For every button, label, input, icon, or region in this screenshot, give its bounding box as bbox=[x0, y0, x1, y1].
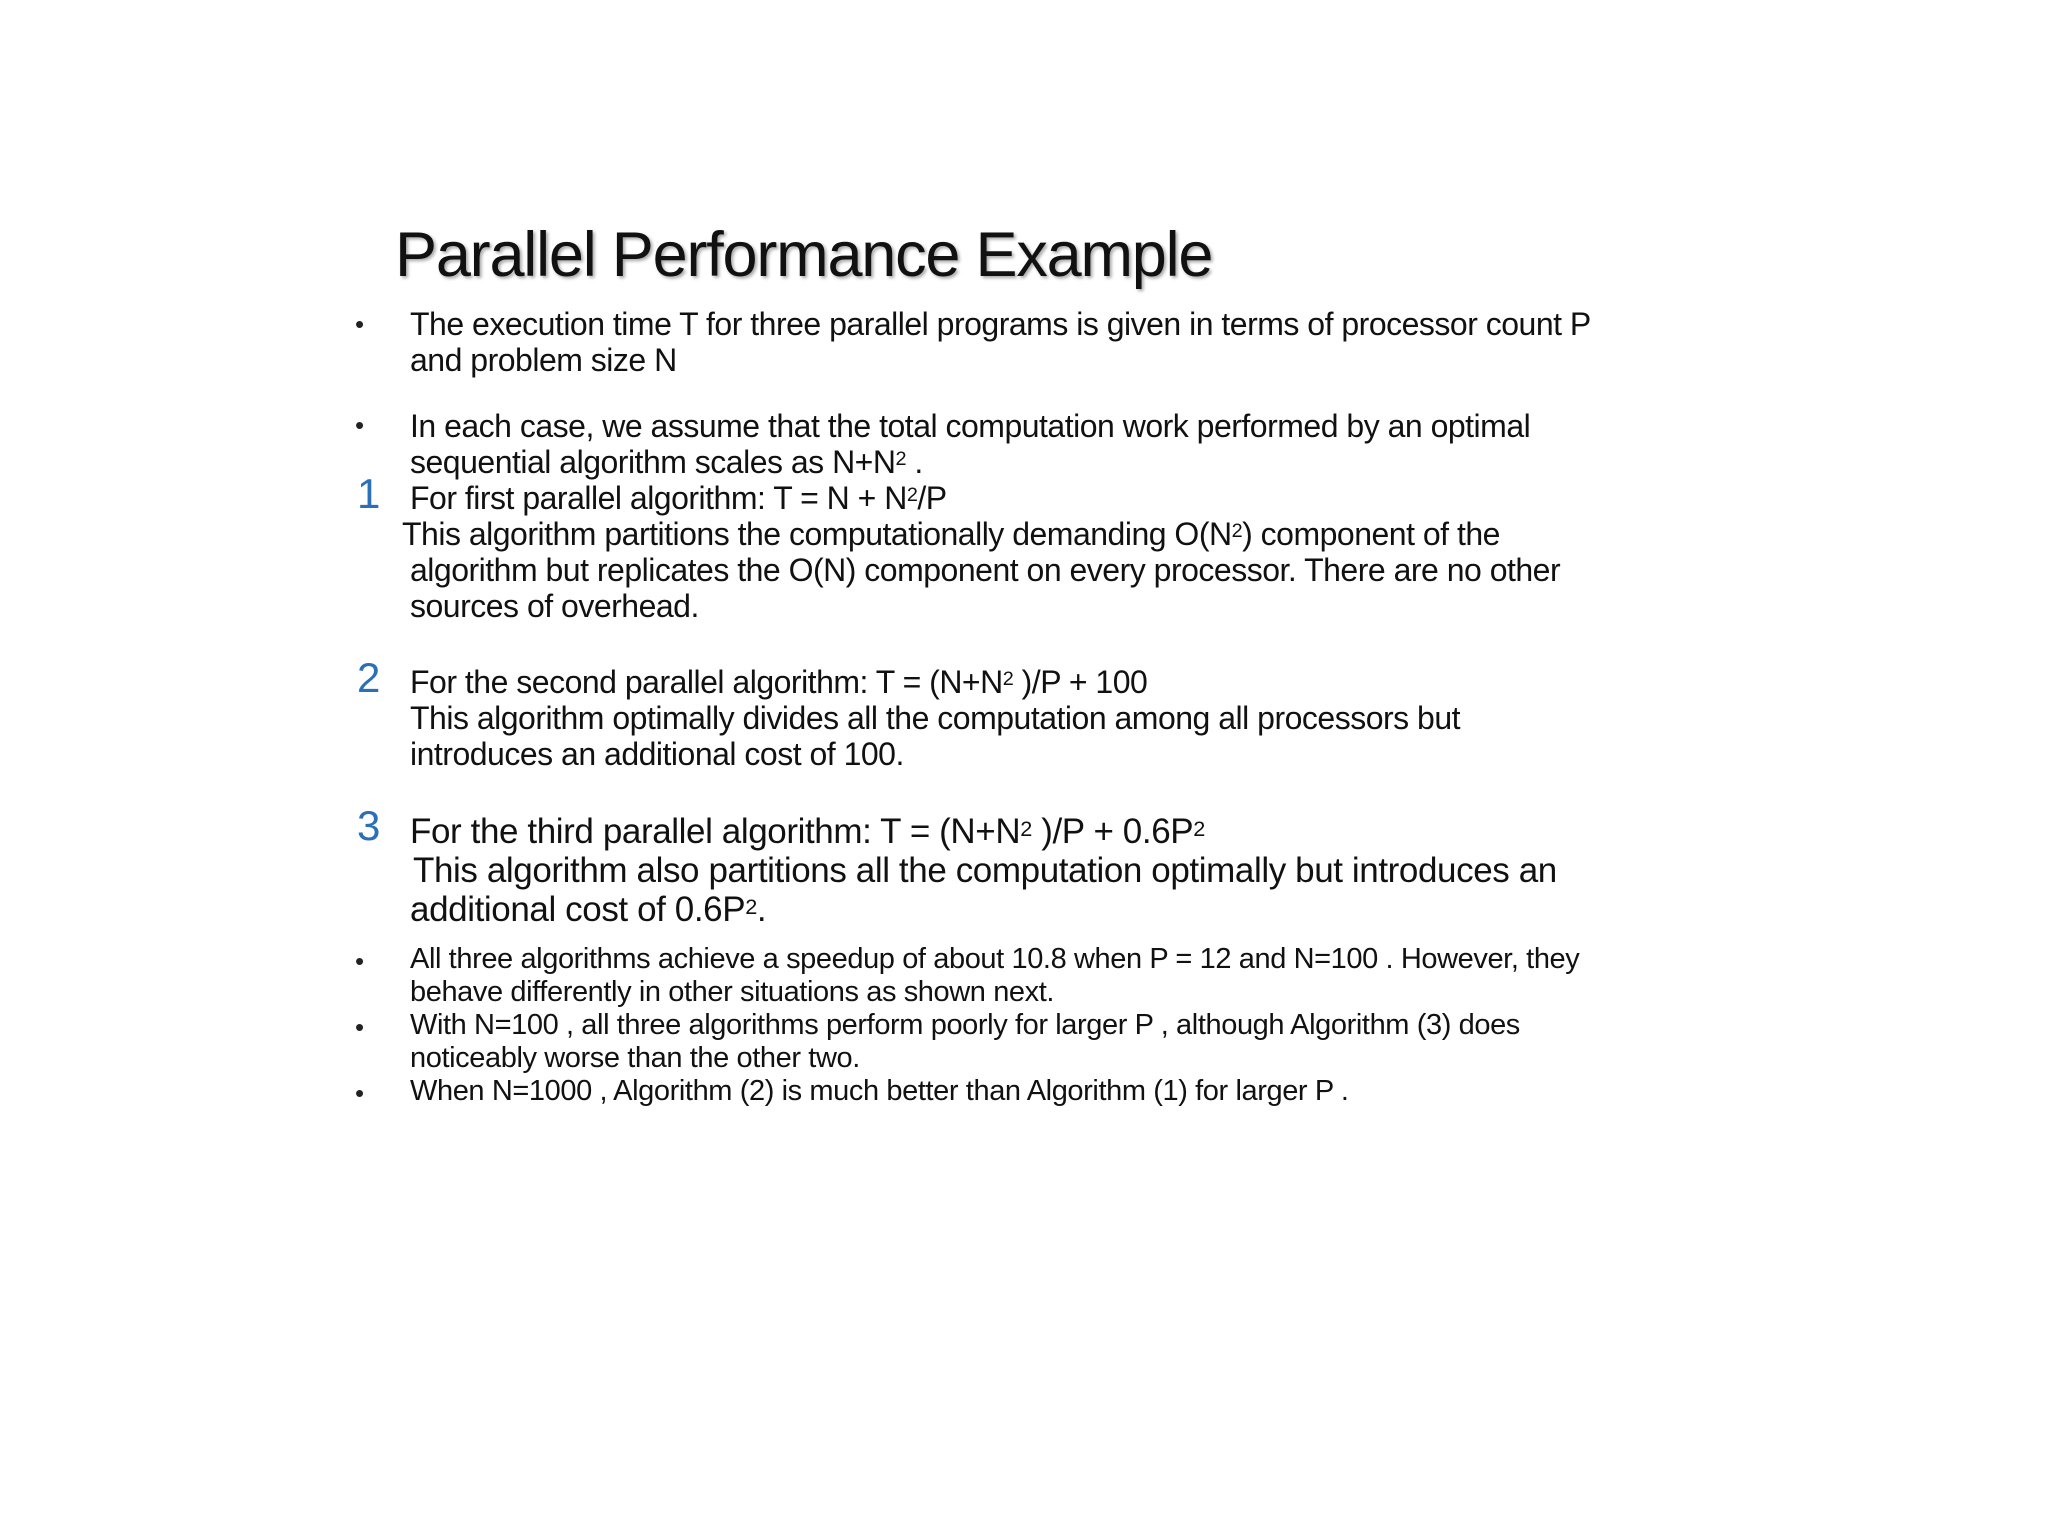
bullet-icon: • bbox=[355, 1012, 365, 1042]
algorithm-1-desc-line-1: This algorithm partitions the computationally demanding $O(N^2)$ component of the bbox=[402, 516, 1500, 552]
algorithm-2-desc-line-2: introduces an additional cost of 100. bbox=[410, 736, 904, 772]
bullet-4-line-2: noticeably worse than the other two. bbox=[410, 1042, 860, 1074]
bullet-3-line-1: All three algorithms achieve a speedup of about 10.8 when P = 12 and N=100 . However, they bbox=[410, 943, 1580, 975]
bullet-2-line-2: sequential algorithm scales as $N+N^2$ . bbox=[410, 444, 923, 480]
bullet-icon: • bbox=[355, 410, 365, 440]
algorithm-number-3: 3 bbox=[357, 802, 381, 849]
algorithm-1-desc-line-2: algorithm but replicates the O(N) component on every processor. There are no other bbox=[410, 552, 1561, 588]
bullet-icon: • bbox=[355, 309, 365, 339]
algorithm-2-desc-line-1: This algorithm optimally divides all the computation among all processors but bbox=[410, 700, 1461, 736]
algorithm-1-formula: For first parallel algorithm: $T = N + N^2/P$ bbox=[410, 480, 947, 516]
algorithm-number-2: 2 bbox=[357, 654, 381, 701]
slide-title: Parallel Performance Example bbox=[395, 220, 1213, 290]
algorithm-3-desc-line-2: additional cost of $0.6P^2$. bbox=[410, 890, 767, 929]
bullet-icon: • bbox=[355, 946, 365, 976]
algorithm-3-desc-line-1: This algorithm also partitions all the computation optimally but introduces an bbox=[413, 851, 1557, 890]
algorithm-2-formula: For the second parallel algorithm: $T = (N+N^2$ )/P + 100 bbox=[410, 664, 1148, 700]
bullet-5-line-1: When N=1000 , Algorithm (2) is much better than Algorithm (1) for larger P . bbox=[410, 1075, 1349, 1107]
algorithm-number-1: 1 bbox=[357, 470, 381, 517]
bullet-1-line-1: The execution time T for three parallel programs is given in terms of processor count P bbox=[410, 306, 1591, 342]
algorithm-3-formula: For the third parallel algorithm: $T = (N+N^2$ )$/P + 0.6P^2$ bbox=[410, 812, 1205, 851]
bullet-4-line-1: With N=100 , all three algorithms perform poorly for larger P , although Algorithm (3) does bbox=[410, 1009, 1520, 1041]
algorithm-1-desc-line-3: sources of overhead. bbox=[410, 588, 699, 624]
bullet-1-line-2: and problem size N bbox=[410, 342, 677, 378]
bullet-2-line-1: In each case, we assume that the total computation work performed by an optimal bbox=[410, 408, 1531, 444]
bullet-3-line-2: behave differently in other situations as shown next. bbox=[410, 976, 1055, 1008]
bullet-icon: • bbox=[355, 1078, 365, 1108]
